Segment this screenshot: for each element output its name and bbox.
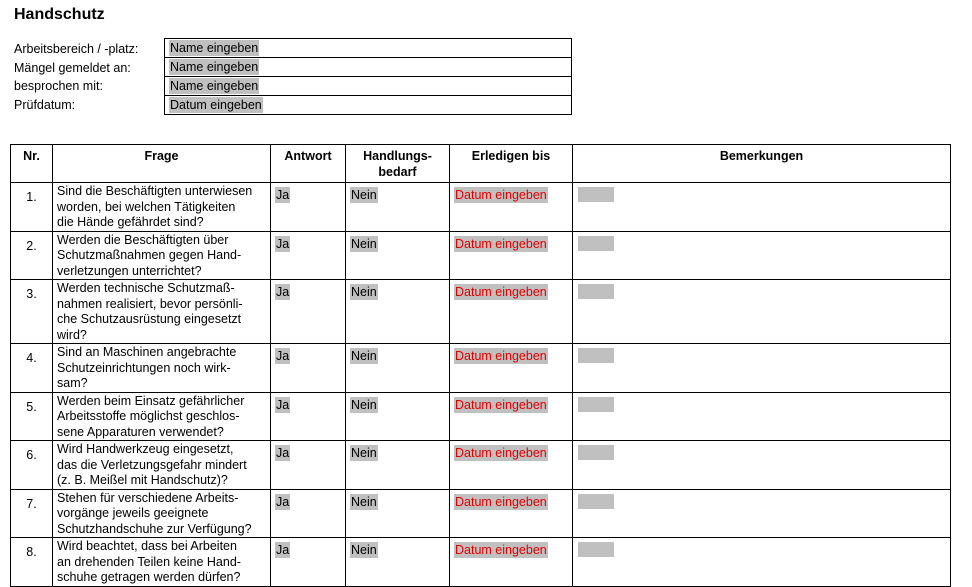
remarks-cell [573, 231, 951, 280]
remarks-cell [573, 280, 951, 344]
action-cell [346, 392, 450, 441]
row-number: 7. [11, 489, 53, 538]
action-cell [346, 344, 450, 393]
label-besprochen-mit: besprochen mit: [14, 79, 103, 93]
action-nein-field[interactable]: Nein [351, 446, 377, 460]
label-arbeitsbereich: Arbeitsbereich / -platz: [14, 42, 139, 56]
question-text: Stehen für verschiedene Arbeits- vorgänge jeweils geeignete Schutzhandschuhe zur Verfügung? [53, 489, 271, 538]
table-row [11, 441, 951, 490]
answer-cell [271, 344, 346, 393]
due-date-field[interactable]: Datum eingeben [455, 349, 547, 363]
remarks-cell [573, 183, 951, 232]
answer-cell [271, 441, 346, 490]
answer-cell [271, 489, 346, 538]
remarks-field[interactable] [578, 494, 614, 509]
action-nein-field[interactable]: Nein [351, 349, 377, 363]
row-number: 6. [11, 441, 53, 490]
due-date-cell [450, 489, 573, 538]
due-date-cell [450, 183, 573, 232]
header-erledigen-bis: Erledigen bis [450, 145, 573, 183]
header-nr: Nr. [11, 145, 53, 183]
remarks-field[interactable] [578, 284, 614, 299]
due-date-field[interactable]: Datum eingeben [455, 397, 547, 412]
table-row [11, 280, 951, 344]
info-form [164, 38, 572, 115]
action-cell [346, 280, 450, 344]
checklist-table [10, 144, 951, 587]
answer-cell [271, 183, 346, 232]
action-nein-field[interactable]: Nein [351, 285, 377, 299]
action-nein-field[interactable]: Nein [351, 236, 377, 251]
row-number: 1. [11, 183, 53, 232]
action-nein-field[interactable]: Nein [351, 494, 377, 509]
due-date-field[interactable]: Datum eingeben [455, 285, 547, 299]
table-row [11, 183, 951, 232]
answer-cell [271, 538, 346, 587]
remarks-field[interactable] [578, 542, 614, 557]
remarks-cell [573, 344, 951, 393]
row-number: 8. [11, 538, 53, 587]
table-row [11, 538, 951, 587]
remarks-cell [573, 489, 951, 538]
due-date-cell [450, 441, 573, 490]
action-nein-field[interactable]: Nein [351, 188, 377, 202]
row-number: 4. [11, 344, 53, 393]
action-cell [346, 538, 450, 587]
remarks-field[interactable] [578, 236, 614, 251]
page-title: Handschutz [14, 6, 105, 23]
answer-cell [271, 231, 346, 280]
arbeitsbereich-field[interactable]: Name eingeben [170, 41, 259, 55]
question-text: Sind die Beschäftigten unterwiesen worden, bei welchen Tätigkeiten die Hände gefährdet sind? [53, 183, 271, 232]
answer-cell [271, 280, 346, 344]
maengel-gemeldet-field[interactable]: Name eingeben [170, 60, 259, 74]
due-date-cell [450, 538, 573, 587]
due-date-field[interactable]: Datum eingeben [455, 494, 547, 509]
action-cell [346, 441, 450, 490]
remarks-field[interactable] [578, 187, 614, 202]
remarks-field[interactable] [578, 445, 614, 460]
answer-cell [271, 392, 346, 441]
question-text: Werden technische Schutzmaß- nahmen realisiert, bevor persönli- che Schutzausrüstung eingesetzt wird? [53, 280, 271, 344]
table-row [11, 231, 951, 280]
label-pruefdatum: Prüfdatum: [14, 97, 76, 112]
answer-ja-field[interactable]: Ja [276, 236, 290, 251]
question-text: Sind an Maschinen angebrachte Schutzeinrichtungen noch wirk- sam? [53, 344, 271, 393]
action-cell [346, 231, 450, 280]
remarks-field[interactable] [578, 397, 614, 412]
row-number: 2. [11, 231, 53, 280]
table-row [11, 344, 951, 393]
question-text: Wird beachtet, dass bei Arbeiten an drehenden Teilen keine Hand- schuhe getragen werden dürfen? [53, 538, 271, 587]
header-frage: Frage [53, 145, 271, 183]
header-bemerkungen: Bemerkungen [573, 145, 951, 183]
action-nein-field[interactable]: Nein [351, 543, 377, 557]
answer-ja-field[interactable]: Ja [276, 397, 290, 412]
due-date-field[interactable]: Datum eingeben [455, 446, 547, 460]
due-date-field[interactable]: Datum eingeben [455, 543, 547, 557]
question-text: Werden beim Einsatz gefährlicher Arbeitsstoffe möglichst geschlos- sene Apparaturen verwendet? [53, 392, 271, 441]
action-nein-field[interactable]: Nein [351, 397, 377, 412]
due-date-field[interactable]: Datum eingeben [455, 188, 547, 202]
remarks-field[interactable] [578, 348, 614, 363]
row-number: 3. [11, 280, 53, 344]
label-maengel-gemeldet: Mängel gemeldet an: [14, 60, 131, 75]
answer-ja-field[interactable]: Ja [276, 494, 290, 509]
answer-ja-field[interactable]: Ja [276, 188, 290, 202]
remarks-cell [573, 392, 951, 441]
due-date-field[interactable]: Datum eingeben [455, 236, 547, 251]
remarks-cell [573, 538, 951, 587]
table-row [11, 489, 951, 538]
answer-ja-field[interactable]: Ja [276, 543, 290, 557]
due-date-cell [450, 392, 573, 441]
action-cell [346, 183, 450, 232]
header-handlungsbedarf: Handlungs- bedarf [346, 145, 450, 183]
info-labels [14, 40, 138, 114]
question-text: Wird Handwerkzeug eingesetzt, das die Verletzungsgefahr mindert (z. B. Meißel mit Handschutz)? [53, 441, 271, 490]
answer-ja-field[interactable]: Ja [276, 285, 290, 299]
pruefdatum-field[interactable]: Datum eingeben [170, 98, 262, 112]
due-date-cell [450, 280, 573, 344]
question-text: Werden die Beschäftigten über Schutzmaßnahmen gegen Hand- verletzungen unterrichtet? [53, 231, 271, 280]
due-date-cell [450, 231, 573, 280]
header-antwort: Antwort [271, 145, 346, 183]
action-cell [346, 489, 450, 538]
answer-ja-field[interactable]: Ja [276, 446, 290, 460]
row-number: 5. [11, 392, 53, 441]
remarks-cell [573, 441, 951, 490]
besprochen-mit-field[interactable]: Name eingeben [170, 79, 259, 93]
due-date-cell [450, 344, 573, 393]
table-row [11, 392, 951, 441]
answer-ja-field[interactable]: Ja [276, 349, 290, 363]
